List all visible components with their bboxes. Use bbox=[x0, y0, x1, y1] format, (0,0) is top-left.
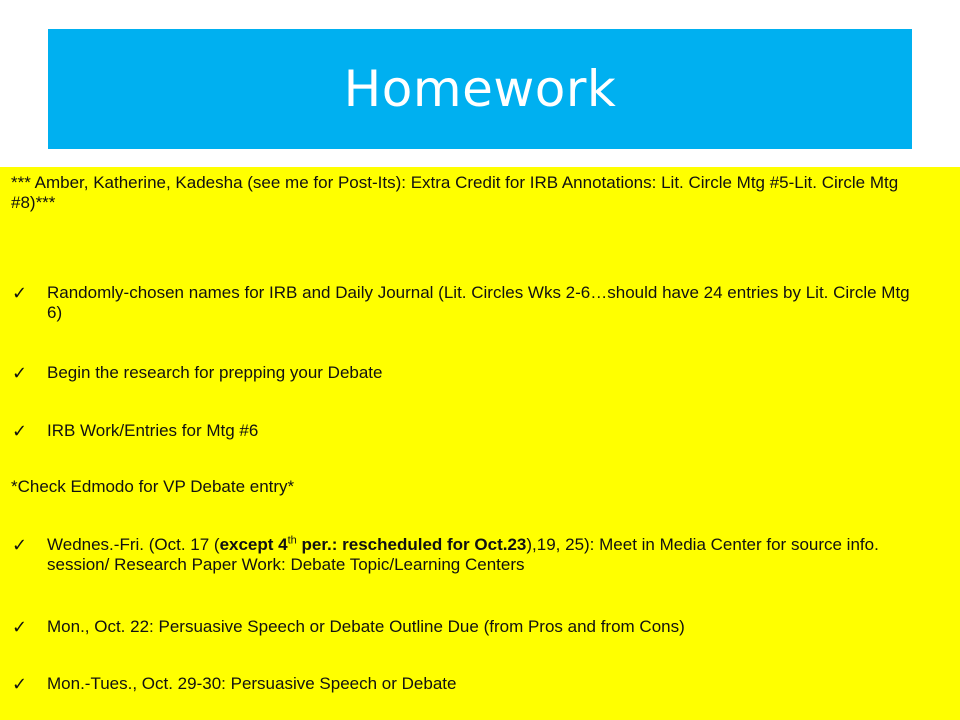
list-item bbox=[12, 617, 920, 637]
list-item bbox=[12, 421, 920, 441]
page-title: Homework bbox=[343, 60, 617, 118]
list-item-text: Mon.-Tues., Oct. 29-30: Persuasive Speech or Debate bbox=[47, 674, 457, 693]
list-item bbox=[12, 283, 920, 323]
edmodo-note: *Check Edmodo for VP Debate entry* bbox=[11, 477, 295, 496]
ordinal-suffix: th bbox=[287, 534, 297, 547]
check-mark-icon: ✓ bbox=[12, 363, 28, 383]
list-item-text: Randomly-chosen names for IRB and Daily Journal (Lit. Circles Wks 2-6…should have 24 entries by Lit. Circle Mtg 6) bbox=[47, 283, 910, 322]
check-mark-icon: ✓ bbox=[12, 421, 28, 441]
title-banner bbox=[48, 29, 912, 149]
list-item bbox=[12, 674, 920, 694]
list-item bbox=[12, 363, 920, 383]
homework-content bbox=[0, 167, 960, 720]
schedule-text-start: Wednes.-Fri. (Oct. 17 ( bbox=[47, 535, 220, 554]
list-item-text: IRB Work/Entries for Mtg #6 bbox=[47, 421, 259, 440]
list-item bbox=[12, 535, 920, 575]
list-item-text: Mon., Oct. 22: Persuasive Speech or Debate Outline Due (from Pros and from Cons) bbox=[47, 617, 685, 636]
check-mark-icon: ✓ bbox=[12, 283, 28, 303]
reschedule-text: per.: rescheduled for Oct.23 bbox=[296, 535, 527, 554]
list-item-text: Begin the research for prepping your Debate bbox=[47, 363, 383, 382]
schedule-text-end: ),19, 25): Meet in Media Center for source info. session/ Research Paper Work: Debate Topic/Learning Centers bbox=[47, 535, 879, 574]
list-item-text bbox=[47, 535, 920, 575]
check-mark-icon: ✓ bbox=[12, 674, 28, 694]
check-mark-icon: ✓ bbox=[12, 617, 28, 637]
check-mark-icon: ✓ bbox=[12, 535, 28, 555]
extra-credit-note: *** Amber, Katherine, Kadesha (see me for Post-Its): Extra Credit for IRB Annotations: Lit. Circle Mtg #5-Lit. Circle Mtg #8)*** bbox=[11, 173, 899, 212]
exception-text: except 4 bbox=[219, 535, 288, 554]
